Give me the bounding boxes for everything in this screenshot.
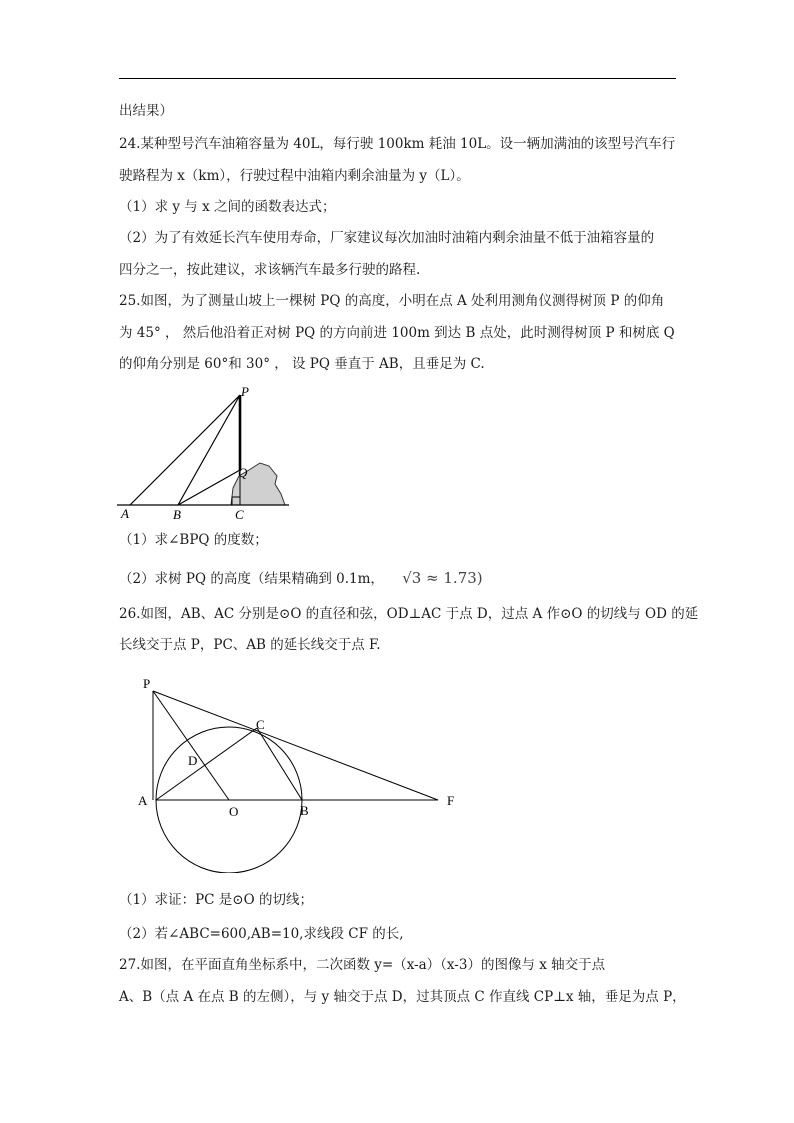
question-27-line-1: 27.如图，在平面直角坐标系中，二次函数 y=（x-a）（x-3）的图像与 x 轴交于点 (119, 957, 606, 973)
question-25-line-1: 25.如图，为了测量山坡上一棵树 PQ 的高度，小明在点 A 处利用测角仪测得树顶 P 的仰角 (119, 293, 665, 309)
label-p: P (241, 384, 249, 399)
label-f: F (447, 793, 455, 808)
question-24-part-2-line-2: 四分之一，按此建议，求该辆汽车最多行驶的路程. (119, 262, 421, 278)
label-b: B (300, 803, 309, 818)
question-24-line-2: 驶路程为 x（km），行驶过程中油箱内剩余油量为 y（L）。 (119, 168, 470, 184)
question-26-part-1: （1）求证：PC 是⊙O 的切线； (119, 892, 313, 908)
label-b: B (173, 507, 181, 522)
question-24-part-1: （1）求 y 与 x 之间的函数表达式； (119, 199, 336, 215)
question-24-part-2-line-1: （2）为了有效延长汽车使用寿命，厂家建议每次加油时油箱内剩余油量不低于油箱容量的 (119, 230, 655, 246)
header-rule (119, 78, 676, 79)
question-26-line-2: 长线交于点 P，PC、AB 的延长线交于点 F. (119, 637, 381, 653)
question-25-part-2-text: （2）求树 PQ 的高度（结果精确到 0.1m， (119, 571, 384, 587)
figure-26-diagram (125, 668, 465, 873)
text-line: 出结果） (119, 103, 173, 119)
label-c: C (256, 717, 265, 732)
sqrt-approx-formula: √3 ≈ 1.73) (402, 569, 483, 587)
question-25-part-2 (119, 568, 483, 589)
label-o: O (229, 804, 239, 819)
label-d: D (188, 753, 198, 768)
label-a: A (121, 506, 129, 521)
figure-25-diagram (115, 380, 295, 525)
question-25-line-2: 为 45° ， 然后他沿着正对树 PQ 的方向前进 100m 到达 B 点处，此时测得树顶 P 和树底 Q (119, 325, 675, 341)
label-q: Q (238, 465, 248, 480)
question-26-part-2: （2）若∠ABC=600,AB=10,求线段 CF 的长, (119, 926, 404, 942)
question-27-line-2: A、B（点 A 在点 B 的左侧），与 y 轴交于点 D，过其顶点 C 作直线 CP⊥x 轴，垂足为点 P， (119, 989, 686, 1005)
question-25-line-3: 的仰角分别是 60°和 30° ， 设 PQ 垂直于 AB，且垂足为 C. (119, 356, 485, 372)
question-24-line-1: 24.某种型号汽车油箱容量为 40L，每行驶 100km 耗油 10L。设一辆加满油的该型号汽车行 (119, 136, 676, 152)
label-c: C (235, 507, 244, 522)
label-a: A (138, 793, 148, 808)
label-p: P (143, 676, 151, 691)
question-26-line-1: 26.如图，AB、AC 分别是⊙O 的直径和弦，OD⊥AC 于点 D，过点 A 作⊙O 的切线与 OD 的延 (119, 606, 699, 622)
question-25-part-1: （1）求∠BPQ 的度数； (119, 532, 268, 548)
